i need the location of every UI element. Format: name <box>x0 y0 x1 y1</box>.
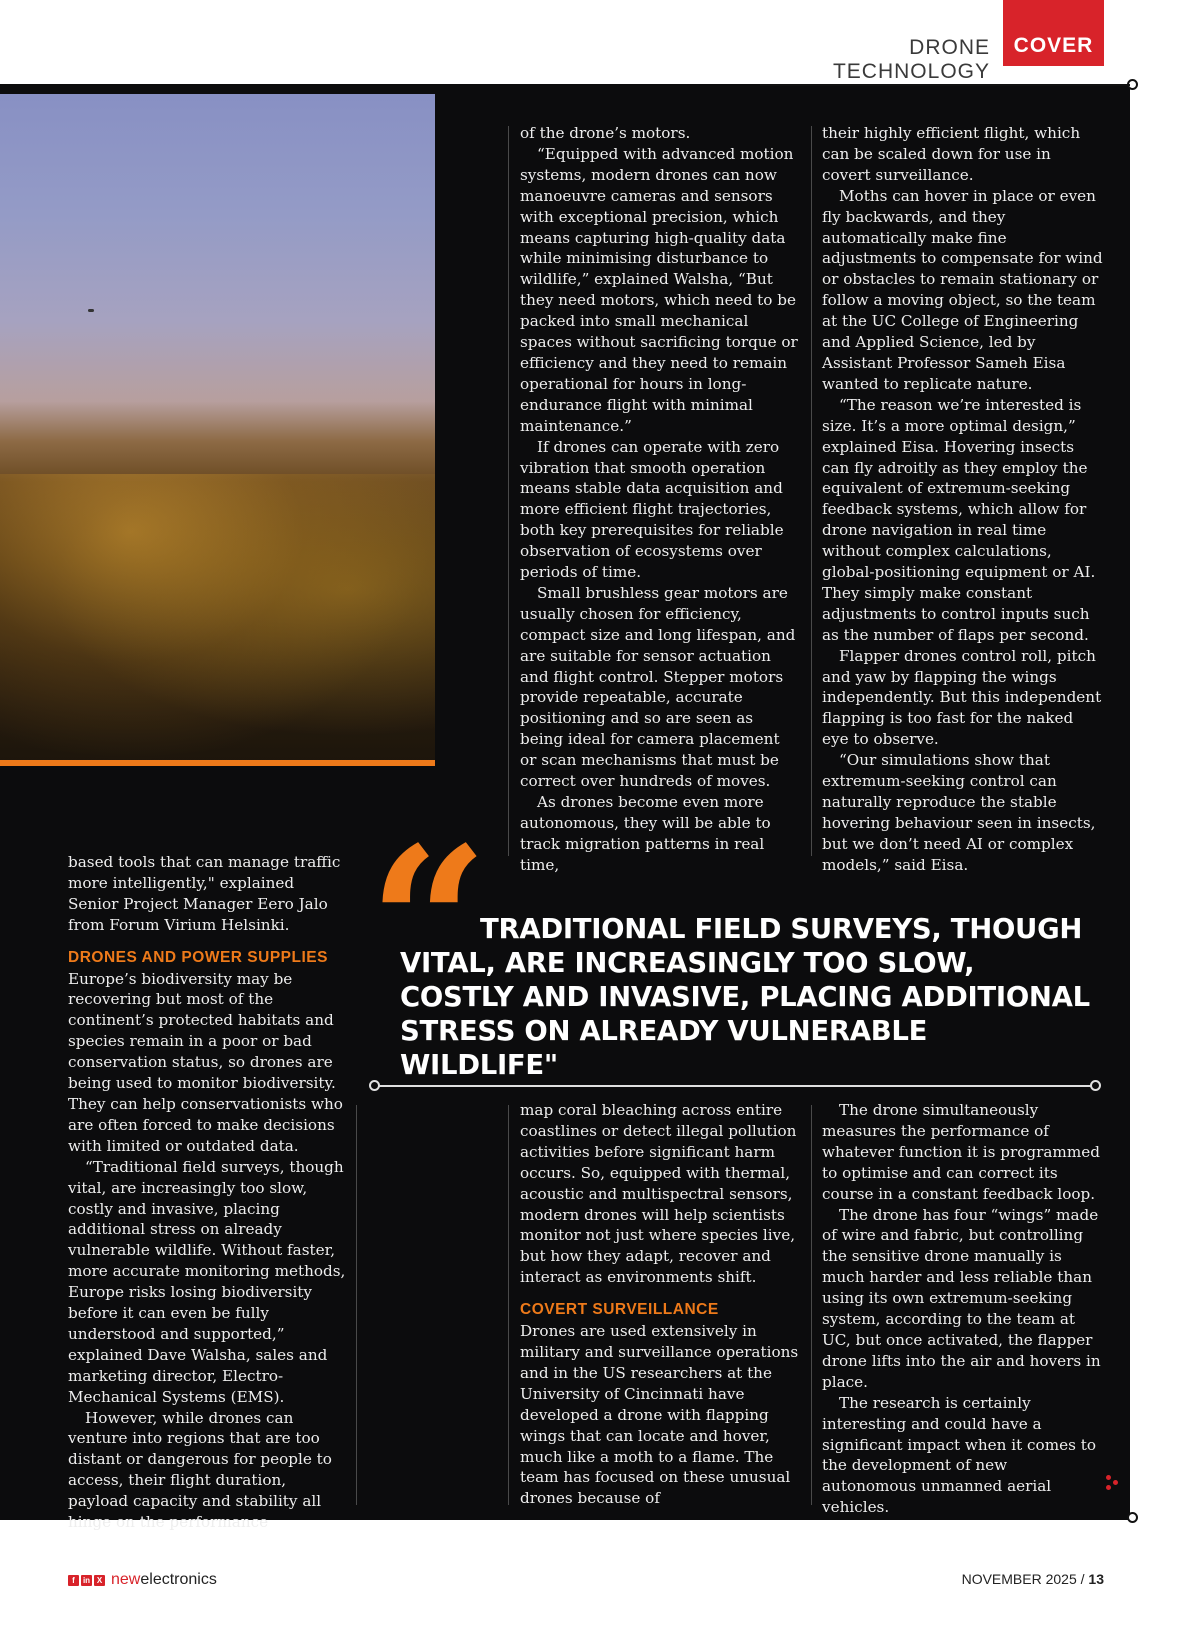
paragraph: map coral bleaching across entire coastlines or detect illegal pollution activities before significant harm occurs. So, equipped with thermal, acoustic and multispectral sensors, modern drones will help scientists monitor not just where species live, but how they adapt, recover and interact as environments shift. <box>520 1101 797 1287</box>
paragraph: The research is certainly interesting and could have a significant impact when it comes to the development of new autonomous unmanned aerial vehicles. <box>822 1393 1096 1517</box>
column-right-bottom <box>822 1100 1104 1518</box>
meadow-photo <box>0 94 435 762</box>
column-divider <box>508 126 509 856</box>
photo-accent-rule <box>0 760 435 766</box>
cover-tab: COVER <box>1003 0 1104 66</box>
rule-dot-left <box>369 1080 380 1091</box>
paragraph: If drones can operate with zero vibration that smooth operation means stable data acquisition and more efficient flight trajectories, both key prerequisites for reliable observation of ecosystems over periods of time. <box>520 437 784 582</box>
page-footer: NOVEMBER 2025 / 13 <box>961 1571 1104 1587</box>
paragraph: “The reason we’re interested is size. It’s a more optimal design,” explained Eisa. Hovering insects can fly adroitly as they employ the equivalent of extremum-seeking feedback systems, which allow for drone navigation in real time without complex calculations, global-positioning equipment or AI. They simply make constant adjustments to control inputs such as the number of flaps per second. <box>822 395 1096 644</box>
paragraph: of the drone’s motors. <box>520 124 691 142</box>
end-mark-icon <box>1106 1475 1120 1491</box>
column-divider <box>811 126 812 856</box>
paragraph: The drone simultaneously measures the performance of whatever function it is programmed to optimise and can correct its course in a constant feedback loop. <box>822 1101 1100 1203</box>
column-left <box>68 852 346 1533</box>
publication-logo <box>68 1571 217 1589</box>
subheading: DRONES AND POWER SUPPLIES <box>68 948 328 966</box>
pull-quote <box>400 912 1090 1082</box>
paragraph: Flapper drones control roll, pitch and yaw by flapping the wings independently. But this independent flapping is too fast for the naked eye to observe. <box>822 646 1102 749</box>
corner-dot-bottom <box>1127 1512 1138 1523</box>
paragraph: However, while drones can venture into regions that are too distant or dangerous for people to access, their flight duration, payload capacity and stability all hinge on the performance <box>68 1408 332 1532</box>
paragraph: Drones are used extensively in military and surveillance operations and in the US researchers at the University of Cincinnati have developed a drone with flapping wings that can locate and hover, much like a moth to a flame. The team has focused on these unusual drones because of <box>520 1322 799 1508</box>
column-divider <box>811 1105 812 1505</box>
issue-date: NOVEMBER 2025 <box>961 1571 1077 1587</box>
column-divider <box>508 1105 509 1505</box>
brand-name: newelectronics <box>111 1571 217 1588</box>
paragraph: The drone has four “wings” made of wire and fabric, but controlling the sensitive drone manually is much harder and less reliable than using its own extremum-seeking system, according to the team at UC, but once activated, the flapper drone lifts into the air and hovers in place. <box>822 1205 1101 1391</box>
quote-rule <box>375 1085 1099 1087</box>
column-middle-top <box>520 123 800 876</box>
paragraph: “Traditional field surveys, though vital, are increasingly too slow, costly and invasive, placing additional stress on already vulnerable wildlife. Without faster, more accurate monitoring methods, Europe risks losing biodiversity before it can even be fully understood and supported,” explained Dave Walsha, sales and marketing director, Electro-Mechanical Systems (EMS). <box>68 1157 346 1406</box>
paragraph: “Our simulations show that extremum-seeking control can naturally reproduce the stable hovering behaviour seen in insects, but we don’t need AI or complex models,” said Eisa. <box>822 751 1096 874</box>
quote-mark-icon: “ <box>368 801 489 1048</box>
column-right-top <box>822 123 1104 876</box>
column-divider <box>356 1105 357 1505</box>
paragraph: their highly efficient flight, which can be scaled down for use in covert surveillance. <box>822 124 1081 184</box>
paragraph: “Equipped with advanced motion systems, modern drones can now manoeuvre cameras and sensors with exceptional precision, which means capturing high-quality data while minimising disturbance to wildlife,” explained Walsha, “But they need motors, which need to be packed into small mechanical spaces without sacrificing torque or efficiency and they need to remain operational for hours in long-endurance flight with minimal maintenance.” <box>520 144 798 435</box>
page-number: 13 <box>1088 1571 1104 1587</box>
paragraph: Europe’s biodiversity may be recovering but most of the continent’s protected habitats and species remain in a poor or bad conservation status, so drones are being used to monitor biodiversity. They can help conservationists who are often forced to make decisions with limited or outdated data. <box>68 969 343 1155</box>
pull-quote-text: TRADITIONAL FIELD SURVEYS, THOUGH VITAL, ARE INCREASINGLY TOO SLOW, COSTLY AND INVASIVE, PLACING ADDITIONAL STRESS ON ALREADY VULNERABLE WILDLIFE" <box>400 913 1090 1081</box>
paragraph: Moths can hover in place or even fly backwards, and they automatically make fine adjustments to compensate for wind or obstacles to remain stationary or follow a moving object, so the team at the UC College of Engineering and Applied Science, led by Assistant Professor Sameh Eisa wanted to replicate nature. <box>822 186 1103 393</box>
paragraph: Small brushless gear motors are usually chosen for efficiency, compact size and long lifespan, and are suitable for sensor actuation and flight control. Stepper motors provide repeatable, accurate positioning and so are seen as being ideal for camera placement or scan mechanisms that must be correct over hundreds of moves. <box>520 583 796 791</box>
social-icons <box>68 1575 105 1586</box>
subheading: COVERT SURVEILLANCE <box>520 1301 719 1319</box>
bird-silhouette <box>88 309 94 312</box>
facebook-icon[interactable]: f <box>68 1575 79 1586</box>
section-label: DRONE TECHNOLOGY <box>832 36 990 83</box>
paragraph: based tools that can manage traffic more intelligently," explained Senior Project Manager Eero Jalo from Forum Virium Helsinki. <box>68 853 341 934</box>
panel-top-line <box>760 84 1130 86</box>
column-middle-bottom <box>520 1100 800 1509</box>
rule-dot-right <box>1090 1080 1101 1091</box>
linkedin-icon[interactable]: in <box>82 1575 91 1585</box>
x-icon[interactable]: X <box>94 1575 105 1586</box>
paragraph: As drones become even more autonomous, they will be able to track migration patterns in real time, <box>520 793 771 874</box>
grass-field <box>0 474 435 762</box>
